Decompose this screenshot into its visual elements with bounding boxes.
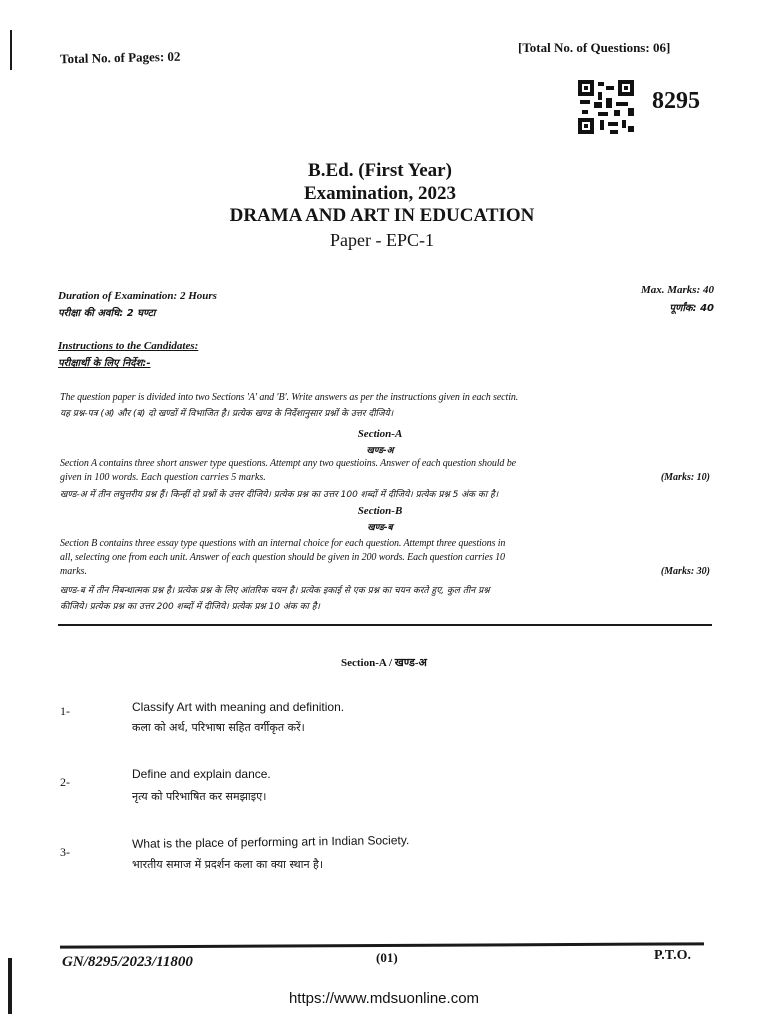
section-a-text-hi: खण्ड-अ में तीन लघुत्तरीय प्रश्न हैं। किन्हीं दो प्रश्नों के उत्तर दीजिये। प्रत्येक प्रश्न का उत्तर 100 शब्दों में दीजिये। प्रत्येक प्रश्न 5 अंक का है।	[60, 490, 499, 500]
section-b-text-hi: खण्ड-ब में तीन निबन्धात्मक प्रश्न है। प्रत्येक प्रश्न के लिए आंतरिक चयन है। प्रत्येक इकाई से एक प्रश्न का चयन करते हुए, कुल तीन प्रश्न	[60, 586, 490, 596]
question-2-en: Define and explain dance.	[132, 767, 271, 781]
duration-en: Duration of Examination: 2 Hours	[58, 290, 217, 302]
instructions-heading: Instructions to the Candidates:	[58, 340, 199, 352]
intro-hi: यह प्रश्न-पत्र (अ) और (ब) दो खण्डों में विभाजित है। प्रत्येक खण्ड के निर्देशानुसार प्रश्नों के उत्तर दीजिये।	[60, 409, 394, 419]
footer-page-number: (01)	[376, 950, 398, 965]
max-marks-en: Max. Marks: 40	[640, 284, 714, 296]
section-b-text: Section B contains three essay type questions with an internal choice for each question. Attempt three questions in	[60, 538, 506, 549]
question-1-hi: कला को अर्थ, परिभाषा सहित वर्गीकृत करें।	[132, 721, 305, 734]
footer-rule	[60, 942, 704, 948]
section-b-label: Section-B	[357, 505, 403, 517]
duration-hi: परीक्षा की अवधि: 2 घण्टा	[58, 308, 156, 319]
section-a-text: Section A contains three short answer type questions. Attempt any two questioins. Answer of each question should be	[60, 458, 516, 469]
footer-pto: P.T.O.	[654, 948, 691, 963]
question-number-3: 3-	[60, 845, 70, 859]
section-a-text-2: given in 100 words. Each question carries 5 marks.	[60, 472, 266, 483]
section-b-text-hi-2: कीजिये। प्रत्येक प्रश्न का उत्तर 200 शब्दों में दीजिये। प्रत्येक प्रश्न 10 अंक का है।	[60, 602, 320, 612]
section-a-heading: Section-A / खण्ड-अ	[341, 657, 427, 669]
instructions-heading-hi: परीक्षार्थी के लिए निर्देश:-	[58, 358, 151, 369]
section-a-label: Section-A	[357, 428, 403, 440]
paper-code: 8295	[652, 88, 700, 114]
intro-en: The question paper is divided into two Sections 'A' and 'B'. Write answers as per the instructions given in each sectin.	[60, 392, 519, 403]
question-number-2: 2-	[60, 775, 70, 789]
watermark-url: https://www.mdsuonline.com	[288, 990, 480, 1007]
total-questions: [Total No. of Questions: 06]	[518, 40, 671, 55]
question-3-hi: भारतीय समाज में प्रदर्शन कला का क्या स्थान है।	[132, 858, 324, 871]
subject-title: DRAMA AND ART IN EDUCATION	[229, 205, 535, 226]
scan-artifact	[10, 30, 12, 70]
question-2-hi: नृत्य को परिभाषित कर समझाइए।	[132, 790, 267, 803]
max-marks-hi: पूर्णांक: 40	[669, 303, 714, 314]
question-1-en: Classify Art with meaning and definition.	[132, 700, 345, 714]
section-b-marks: (Marks: 30)	[660, 566, 710, 577]
qr-code	[578, 80, 634, 134]
course-title: B.Ed. (First Year)	[308, 160, 452, 181]
question-number-1: 1-	[60, 704, 70, 718]
footer-code: GN/8295/2023/11800	[62, 954, 193, 970]
paper-title: Paper - EPC-1	[330, 230, 434, 250]
section-a-label-hi: खण्ड-अ	[366, 446, 394, 456]
section-b-text-2: all, selecting one from each unit. Answer of each question should be given in 200 words. Each question carries 10	[60, 552, 505, 563]
exam-title: Examination, 2023	[303, 183, 457, 204]
question-3-en: What is the place of performing art in Indian Society.	[131, 833, 410, 851]
section-b-label-hi: खण्ड-ब	[367, 523, 393, 533]
scan-artifact	[8, 958, 12, 1014]
section-b-text-3: marks.	[60, 566, 87, 577]
section-a-marks: (Marks: 10)	[660, 472, 710, 483]
divider	[58, 624, 712, 626]
total-pages: Total No. of Pages: 02	[59, 48, 181, 67]
